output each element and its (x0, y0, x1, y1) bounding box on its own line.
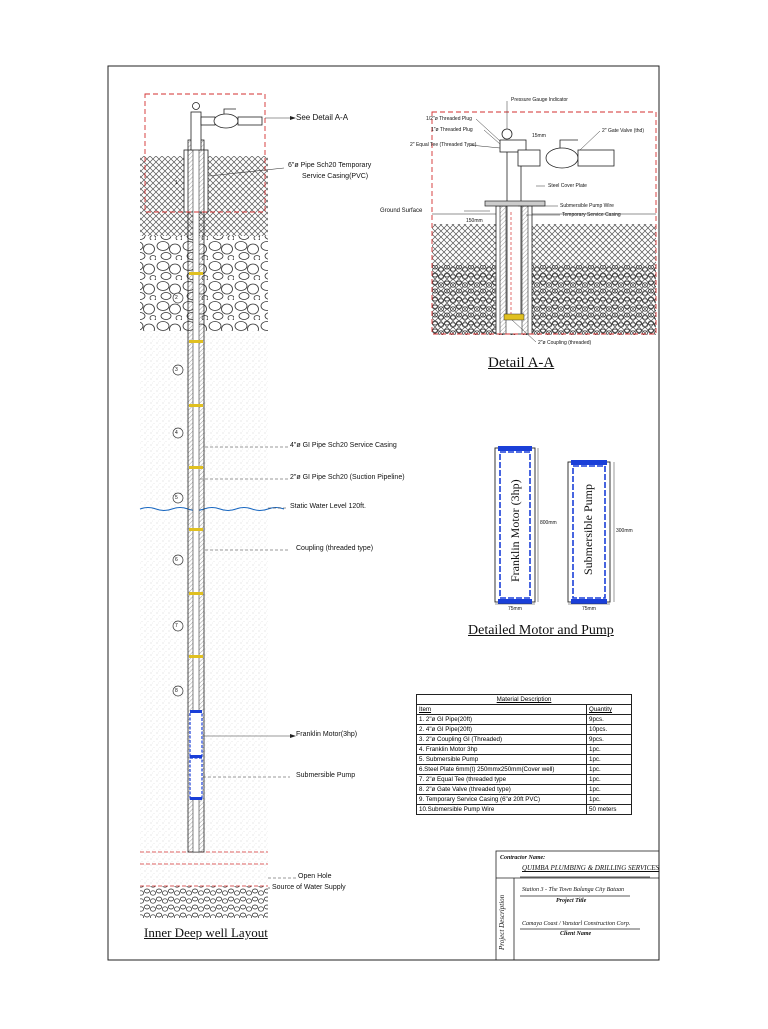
temp-casing-label: Temporary Service Casing (562, 212, 621, 218)
table-row (417, 785, 632, 795)
project-description-label: Project Description (498, 894, 506, 950)
motor-height-dim: 800mm (540, 520, 557, 526)
open-hole-label: Open Hole (298, 873, 332, 880)
item-cell: 5. Submersible Pump (417, 755, 587, 765)
pvc-casing-label-2: Service Casing(PVC) (302, 173, 369, 180)
client-name: Camaya Coast / Vanstarl Construction Corp. (522, 921, 631, 927)
coupling-mark (189, 655, 203, 658)
project-title: Station 3 - The Town Balanga City Bataan (522, 887, 624, 893)
pipe-number: 7 (175, 623, 178, 629)
pump-width-dim: 75mm (582, 606, 596, 612)
qty-cell: 9pcs. (587, 715, 632, 725)
coupling-mark (189, 528, 203, 531)
project-title-label: Project Title (556, 898, 587, 904)
ground-surface-label: Ground Surface (380, 208, 423, 214)
table-row (417, 745, 632, 755)
item-cell: 4. Franklin Motor 3hp (417, 745, 587, 755)
qty-cell: 1pc. (587, 755, 632, 765)
table-row (417, 765, 632, 775)
pipe-number: 2 (175, 295, 178, 301)
equal-tee-label: 2" Equal Tee (Threaded Type) (410, 142, 477, 148)
table-row (417, 715, 632, 725)
detail-gravel (432, 265, 656, 335)
franklin-motor-shape (190, 712, 202, 756)
pipe-number: 3 (175, 367, 178, 373)
table-row (417, 755, 632, 765)
see-detail-label: See Detail A-A (296, 113, 349, 122)
coupling-label: Coupling (threaded type) (296, 545, 374, 552)
motor-width-dim: 75mm (508, 606, 522, 612)
item-cell: 9. Temporary Service Casing (6"ø 20ft PVC) (417, 795, 587, 805)
motor-pump-title: Detailed Motor and Pump (468, 623, 614, 638)
item-cell: 10.Submersible Pump Wire (417, 805, 587, 815)
pipe-number: 8 (175, 688, 178, 694)
qty-cell: 1pc. (587, 765, 632, 775)
item-cell: 2. 4"ø GI Pipe(20ft) (417, 725, 587, 735)
service-casing-label: 4"ø GI Pipe Sch20 Service Casing (290, 442, 397, 449)
qty-cell: 1pc. (587, 745, 632, 755)
coupling-mark (189, 466, 203, 469)
detail-steel-cover (485, 201, 545, 206)
item-cell: 7. 2"ø Equal Tee (threaded type (417, 775, 587, 785)
pipe-number: 6 (175, 557, 178, 563)
static-water-label: Static Water Level 120ft. (290, 503, 366, 510)
open-hole-layer (140, 851, 268, 886)
item-cell: 3. 2"ø Coupling GI (Threaded) (417, 735, 587, 745)
qty-cell: 9pcs. (587, 735, 632, 745)
threaded-plug-label-2: 1"ø Threaded Plug (431, 127, 473, 133)
qty-cell: 1pc. (587, 785, 632, 795)
coupling-mark (189, 272, 203, 275)
pump-wire-label: Submersible Pump Wire (560, 203, 614, 209)
motor-vertical-label: Franklin Motor (3hp) (508, 479, 522, 582)
dim-15mm: 15mm (532, 133, 546, 139)
client-name-label: Client Name (560, 931, 592, 937)
gravel-layer (140, 886, 268, 918)
franklin-motor-label: Franklin Motor(3hp) (296, 731, 358, 738)
item-cell: 6.Steel Plate 6mm(t) 250mmx250mm(Cover well) (417, 765, 587, 775)
threaded-plug-label: 1/2"ø Threaded Plug (426, 116, 472, 122)
material-table-title: Material Description (417, 695, 632, 705)
coupling-mark (189, 592, 203, 595)
material-table (416, 694, 632, 815)
detail-title: Detail A-A (488, 355, 555, 371)
gate-valve-label: 2" Gate Valve (thd) (602, 128, 644, 134)
suction-pipeline-label: 2"ø GI Pipe Sch20 (Suction Pipeline) (290, 474, 405, 481)
coupling-thd-label: 2"ø Coupling (threaded) (538, 340, 592, 346)
table-row (417, 805, 632, 815)
qty-cell: 50 meters (587, 805, 632, 815)
dim-150mm: 150mm (466, 218, 483, 224)
pipe-number: 4 (175, 430, 178, 436)
item-cell: 1. 2"ø GI Pipe(20ft) (417, 715, 587, 725)
pipe-number: 5 (175, 495, 178, 501)
pvc-casing-label: 6"ø Pipe Sch20 Temporary (288, 162, 372, 169)
table-row (417, 725, 632, 735)
pipe-number: 1 (175, 180, 178, 186)
table-row (417, 775, 632, 785)
coupling-mark (189, 340, 203, 343)
item-cell: 8. 2"ø Gate Valve (threaded type) (417, 785, 587, 795)
pump-height-dim: 300mm (616, 528, 633, 534)
table-row (417, 795, 632, 805)
qty-cell: 1pc. (587, 795, 632, 805)
qty-cell: 10pcs. (587, 725, 632, 735)
contractor-name: QUIMBA PLUMBING & DRILLING SERVICES (522, 864, 660, 872)
pump-vertical-label: Submersible Pump (581, 483, 595, 575)
submersible-pump-shape (190, 758, 202, 798)
contractor-label: Contractor Name: (500, 855, 546, 861)
submersible-pump-label: Submersible Pump (296, 772, 356, 779)
steel-cover-label: Steel Cover Plate (548, 183, 587, 189)
well-pipe (184, 140, 208, 852)
header-item: Item (417, 705, 587, 715)
qty-cell: 1pc. (587, 775, 632, 785)
header-qty: Quantity (587, 705, 632, 715)
coupling-mark (189, 404, 203, 407)
table-row (417, 735, 632, 745)
detail-suction-pipe (507, 150, 521, 318)
water-source-label: Source of Water Supply (272, 884, 346, 891)
pressure-gauge-label: Pressure Gauge Indicator (511, 97, 568, 103)
layout-title: Inner Deep well Layout (144, 925, 268, 940)
